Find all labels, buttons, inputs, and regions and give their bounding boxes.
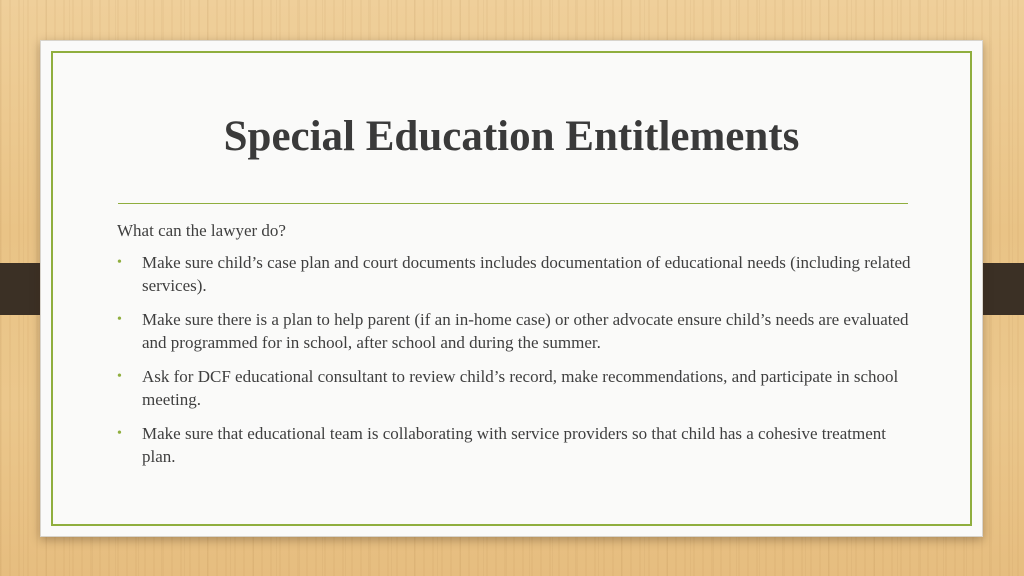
bullet-icon: •: [117, 369, 122, 384]
bullet-icon: •: [117, 426, 122, 441]
bullet-icon: •: [117, 255, 122, 270]
bullet-list: [117, 251, 917, 468]
bullet-text: Make sure child’s case plan and court documents includes documentation of educational needs (including related services).: [142, 253, 911, 295]
bullet-item: [117, 422, 917, 468]
intro-text: What can the lawyer do?: [117, 221, 286, 240]
slide-title: Special Education Entitlements: [223, 113, 800, 160]
title-divider: [118, 203, 908, 204]
bullet-item: [117, 251, 917, 297]
bullet-item: [117, 365, 917, 411]
bullet-item: [117, 308, 917, 354]
bullet-text: Make sure that educational team is collaborating with service providers so that child has a cohesive treatment plan.: [142, 424, 886, 466]
bullet-icon: •: [117, 312, 122, 327]
bullet-text: Make sure there is a plan to help parent (if an in-home case) or other advocate ensure child’s needs are evaluated and programmed for in school, after school and during the summer.: [142, 310, 909, 352]
bullet-text: Ask for DCF educational consultant to review child’s record, make recommendations, and participate in school meeting.: [142, 367, 899, 409]
slide-content: [117, 219, 917, 479]
slide-card: [40, 40, 983, 537]
